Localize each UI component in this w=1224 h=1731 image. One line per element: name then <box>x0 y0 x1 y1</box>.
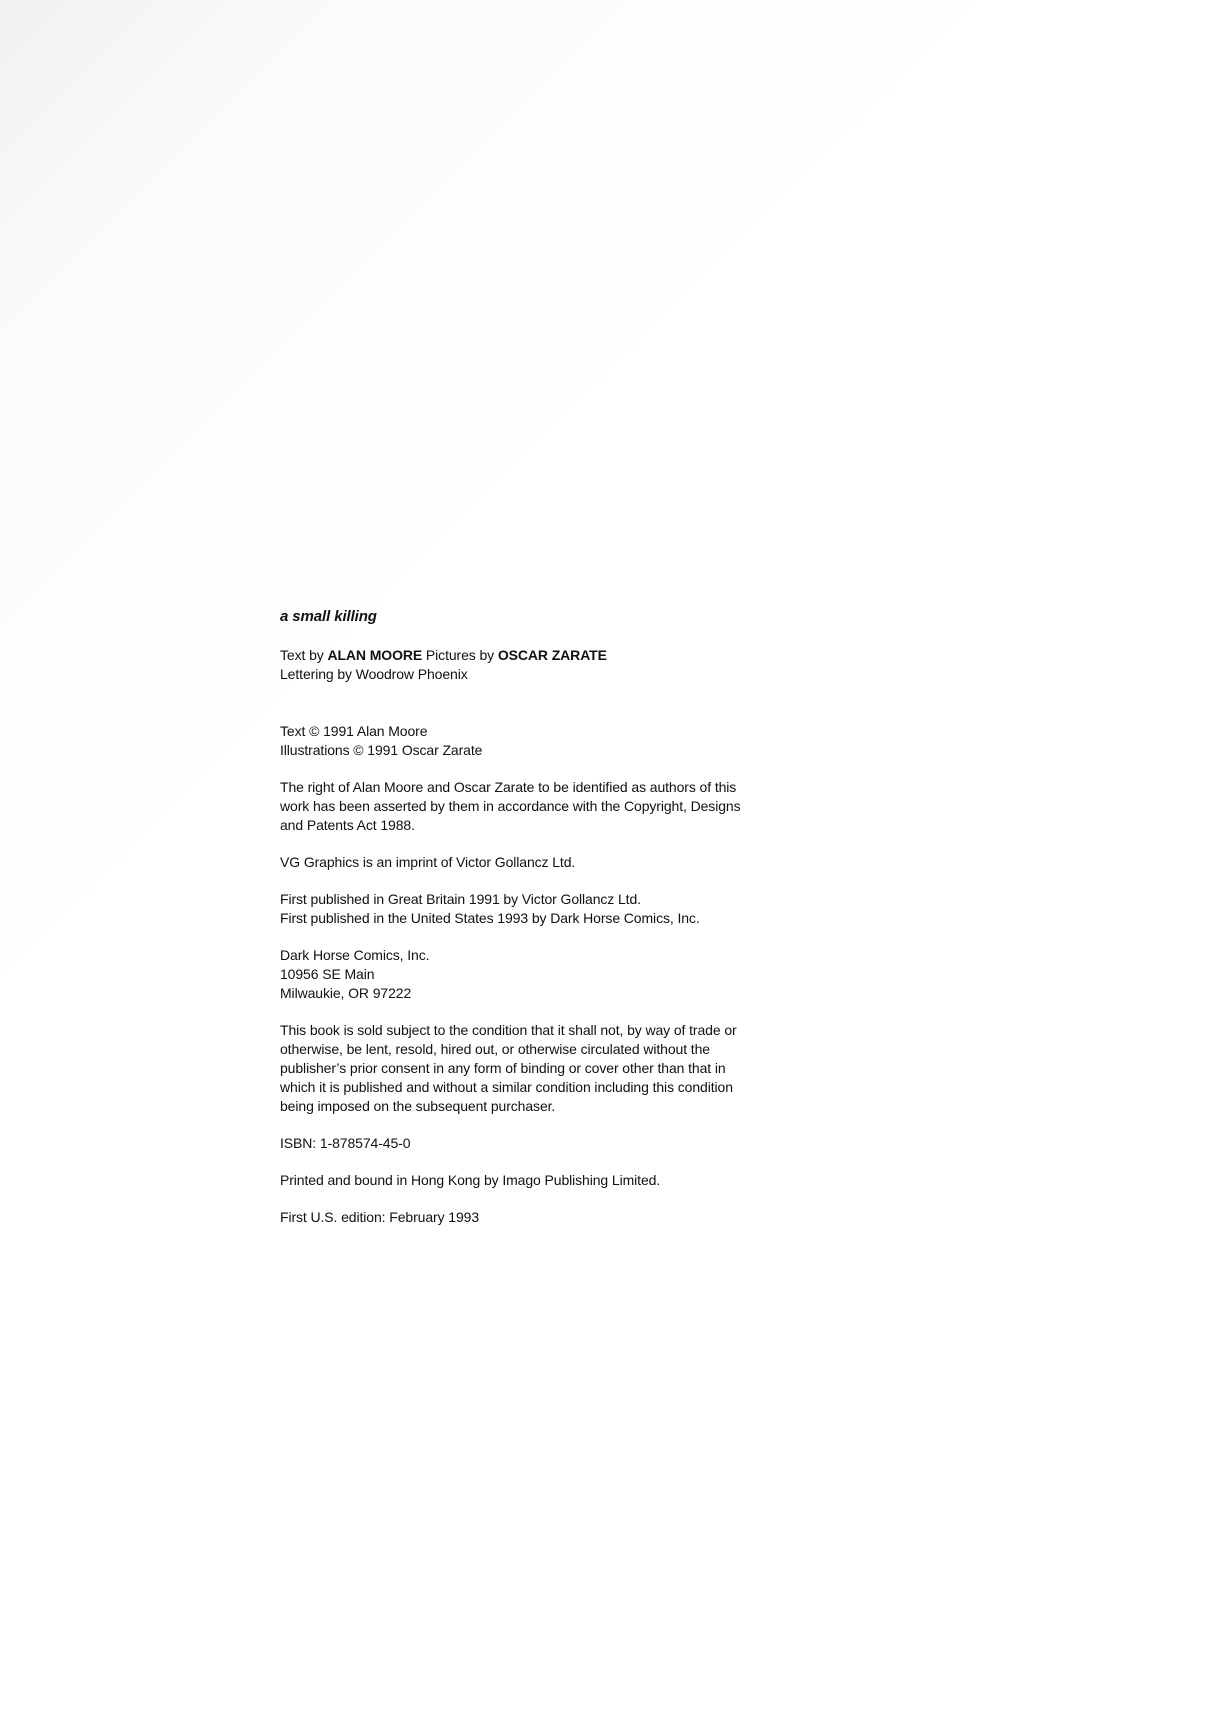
credits-line <box>280 646 800 665</box>
conditions-line: otherwise, be lent, resold, hired out, or otherwise circulated without the <box>280 1041 710 1057</box>
publisher-street: 10956 SE Main <box>280 966 375 982</box>
imprint-block <box>280 607 800 1245</box>
publisher-city: Milwaukie, OR 97222 <box>280 985 412 1001</box>
pictures-by-label: Pictures by <box>425 647 495 663</box>
publication-history <box>280 890 800 928</box>
conditions-line: being imposed on the subsequent purchaser. <box>280 1098 556 1114</box>
publisher-address <box>280 946 800 1003</box>
us-publication: First published in the United States 1993 by Dark Horse Comics, Inc. <box>280 910 700 926</box>
text-by-label: Text by <box>280 647 324 663</box>
copyright-notice <box>280 722 800 760</box>
gb-publication: First published in Great Britain 1991 by Victor Gollancz Ltd. <box>280 891 641 907</box>
edition-note: First U.S. edition: February 1993 <box>280 1209 480 1225</box>
isbn: ISBN: 1-878574-45-0 <box>280 1135 411 1151</box>
rights-line: The right of Alan Moore and Oscar Zarate to be identified as authors of this <box>280 779 737 795</box>
text-copyright: Text © 1991 Alan Moore <box>280 723 428 739</box>
imprint-note: VG Graphics is an imprint of Victor Gollancz Ltd. <box>280 854 576 870</box>
book-title: a small killing <box>280 608 377 625</box>
conditions-line: publisher’s prior consent in any form of binding or cover other than that in <box>280 1060 726 1076</box>
conditions-line: which it is published and without a similar condition including this condition <box>280 1079 733 1095</box>
sale-conditions <box>280 1021 800 1116</box>
credits <box>280 646 800 684</box>
author-name: ALAN MOORE <box>327 647 423 663</box>
publisher-name: Dark Horse Comics, Inc. <box>280 947 430 963</box>
rights-line: and Patents Act 1988. <box>280 817 415 833</box>
lettering-credit: Lettering by Woodrow Phoenix <box>280 666 468 682</box>
printer-note: Printed and bound in Hong Kong by Imago Publishing Limited. <box>280 1172 661 1188</box>
illustrations-copyright: Illustrations © 1991 Oscar Zarate <box>280 742 483 758</box>
conditions-line: This book is sold subject to the condition that it shall not, by way of trade or <box>280 1022 737 1038</box>
rights-line: work has been asserted by them in accordance with the Copyright, Designs <box>280 798 741 814</box>
artist-name: OSCAR ZARATE <box>497 647 607 663</box>
moral-rights-statement <box>280 778 800 835</box>
